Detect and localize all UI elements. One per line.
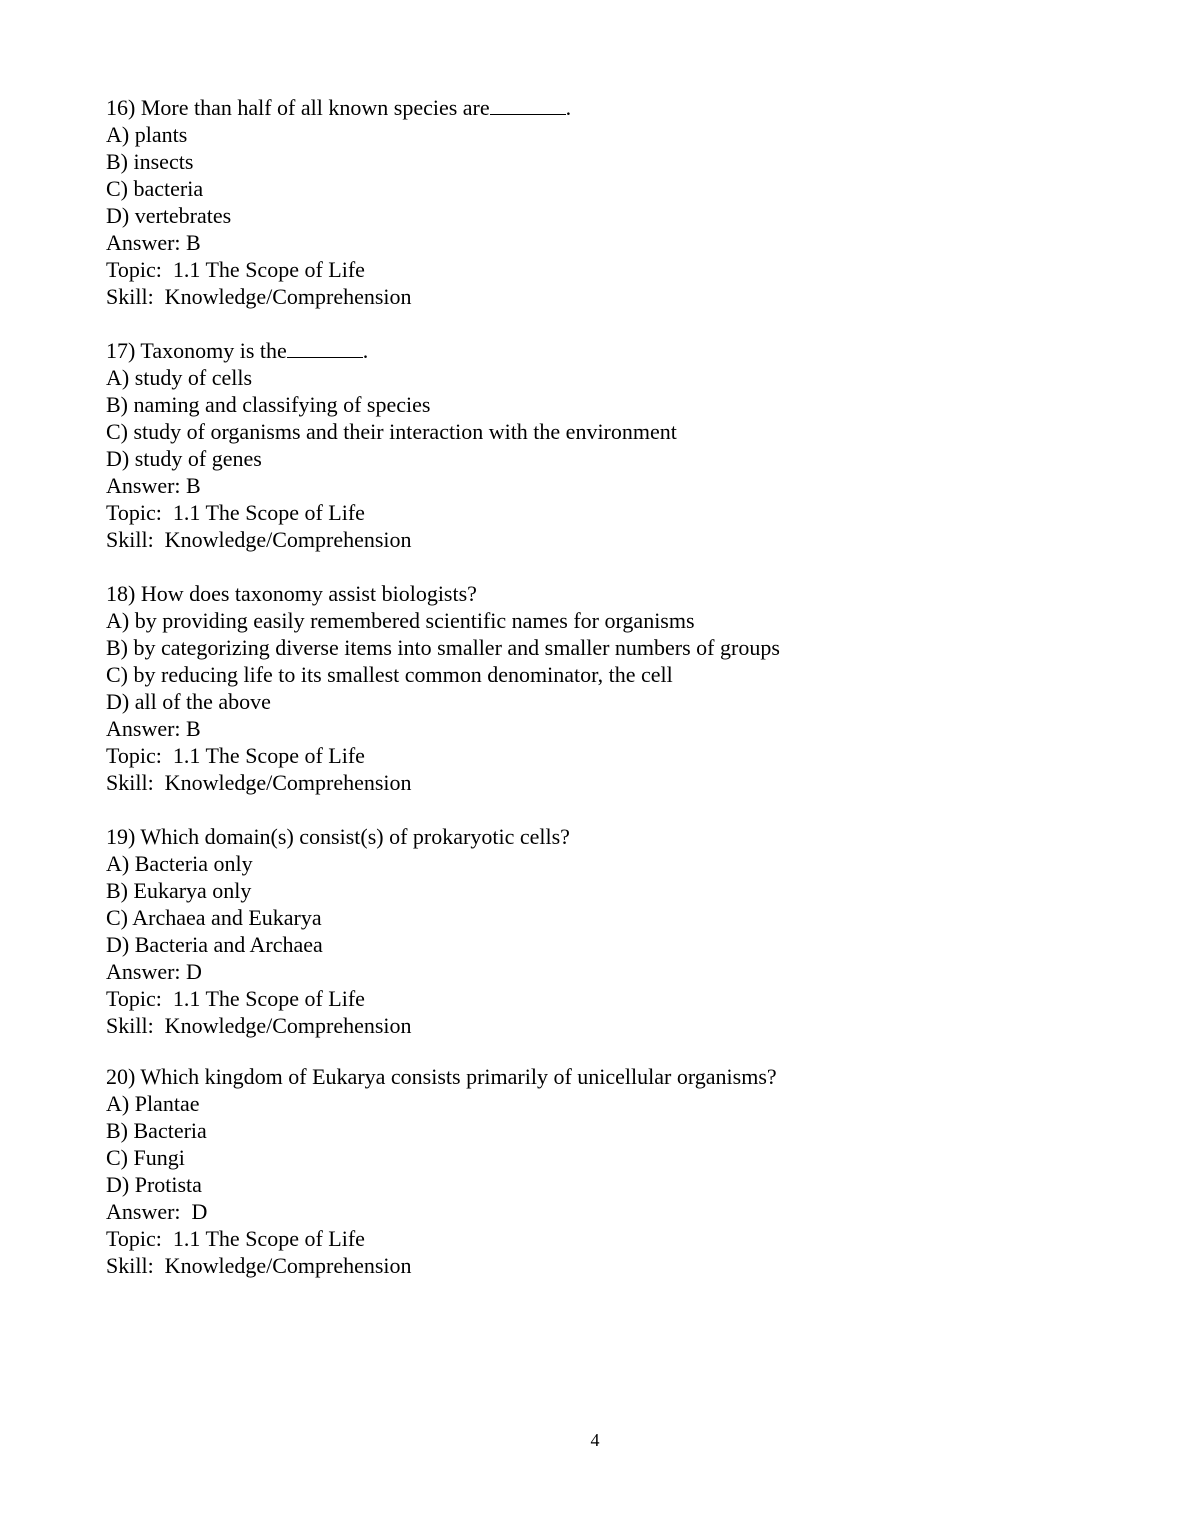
option-a: A) study of cells <box>106 365 253 390</box>
option-b: B) naming and classifying of species <box>106 392 431 417</box>
option-a: A) Bacteria only <box>106 851 253 876</box>
spacer <box>106 796 1106 823</box>
spacer <box>106 310 1106 337</box>
question-stem <box>106 337 1106 364</box>
stem-text: 17) Taxonomy is the <box>106 338 287 363</box>
question-20 <box>106 1063 1106 1279</box>
spacer <box>106 553 1106 580</box>
answer-blank <box>287 340 363 358</box>
stem-end: . <box>565 95 572 120</box>
spacer <box>106 1039 1106 1063</box>
option-b: B) Eukarya only <box>106 878 252 903</box>
option-d: D) Bacteria and Archaea <box>106 932 323 957</box>
answer-line: Answer: D <box>106 959 202 984</box>
option-c: C) Archaea and Eukarya <box>106 905 322 930</box>
topic-line: Topic: 1.1 The Scope of Life <box>106 986 365 1011</box>
topic-line: Topic: 1.1 The Scope of Life <box>106 743 365 768</box>
skill-line: Skill: Knowledge/Comprehension <box>106 1253 412 1278</box>
option-c: C) study of organisms and their interaction with the environment <box>106 419 677 444</box>
option-c: C) bacteria <box>106 176 204 201</box>
stem-end: . <box>362 338 369 363</box>
topic-line: Topic: 1.1 The Scope of Life <box>106 257 365 282</box>
answer-blank <box>490 97 566 115</box>
option-b: B) by categorizing diverse items into smaller and smaller numbers of groups <box>106 635 780 660</box>
topic-line: Topic: 1.1 The Scope of Life <box>106 500 365 525</box>
question-stem: 20) Which kingdom of Eukarya consists primarily of unicellular organisms? <box>106 1064 777 1089</box>
skill-line: Skill: Knowledge/Comprehension <box>106 527 412 552</box>
option-d: D) study of genes <box>106 446 262 471</box>
answer-line: Answer: B <box>106 716 201 741</box>
skill-line: Skill: Knowledge/Comprehension <box>106 1013 412 1038</box>
question-stem: 19) Which domain(s) consist(s) of prokaryotic cells? <box>106 824 570 849</box>
option-d: D) Protista <box>106 1172 202 1197</box>
answer-line: Answer: D <box>106 1199 208 1224</box>
option-a: A) by providing easily remembered scientific names for organisms <box>106 608 695 633</box>
question-stem <box>106 94 1106 121</box>
option-d: D) vertebrates <box>106 203 232 228</box>
option-b: B) Bacteria <box>106 1118 207 1143</box>
question-stem: 18) How does taxonomy assist biologists? <box>106 581 477 606</box>
question-19 <box>106 823 1106 1039</box>
question-18 <box>106 580 1106 796</box>
option-c: C) by reducing life to its smallest common denominator, the cell <box>106 662 673 687</box>
option-d: D) all of the above <box>106 689 271 714</box>
answer-line: Answer: B <box>106 473 201 498</box>
document-page <box>106 94 1106 1279</box>
option-a: A) Plantae <box>106 1091 200 1116</box>
stem-text: 16) More than half of all known species are <box>106 95 490 120</box>
topic-line: Topic: 1.1 The Scope of Life <box>106 1226 365 1251</box>
answer-line: Answer: B <box>106 230 201 255</box>
skill-line: Skill: Knowledge/Comprehension <box>106 770 412 795</box>
question-16 <box>106 94 1106 310</box>
skill-line: Skill: Knowledge/Comprehension <box>106 284 412 309</box>
option-b: B) insects <box>106 149 194 174</box>
page-number: 4 <box>590 1430 600 1450</box>
option-c: C) Fungi <box>106 1145 185 1170</box>
option-a: A) plants <box>106 122 188 147</box>
question-17 <box>106 337 1106 553</box>
